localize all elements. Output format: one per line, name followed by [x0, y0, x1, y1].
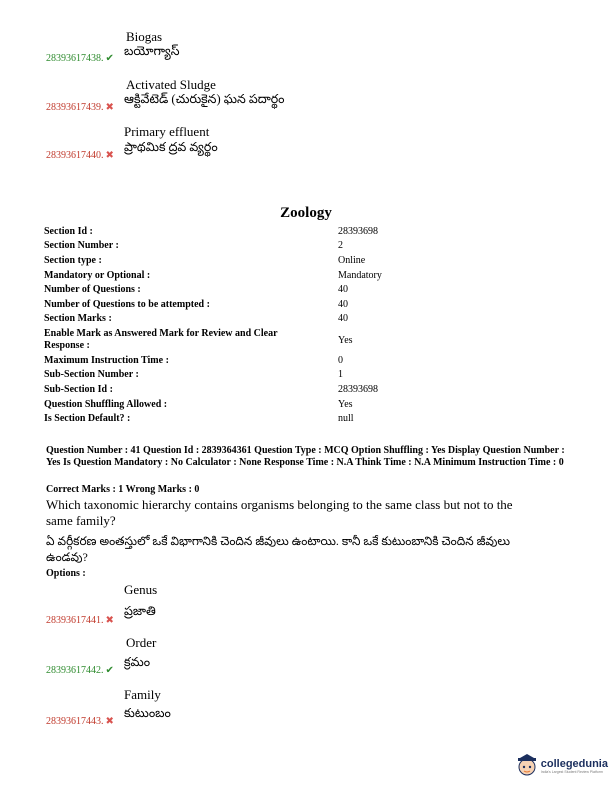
- meta-value: 40: [338, 299, 348, 310]
- option-text-te: బయోగ్యాస్: [124, 44, 180, 58]
- meta-value: null: [338, 413, 354, 424]
- meta-label: Section Marks :: [44, 313, 112, 324]
- option-text-te: ఆక్టివేటెడ్ (చురుకైన) ఘన పదార్థం: [124, 92, 285, 106]
- question-text-te: ఏ వర్గీకరణ అంతస్తులో ఒకే విభాగానికి చెందిన జీవులు ఉంటాయి. కానీ ఒకే కుటుంబానికి చెందిన జీవులు ఉండవు?: [46, 534, 511, 564]
- question-text-en: Which taxonomic hierarchy contains organisms belonging to the same class but not to the same family?: [46, 497, 513, 528]
- meta-value: 1: [338, 369, 343, 380]
- collegedunia-logo: [516, 754, 608, 778]
- meta-value: Mandatory: [338, 270, 382, 281]
- cross-icon: ✖: [105, 716, 114, 727]
- section-title: Zoology: [280, 205, 332, 221]
- meta-value: Online: [338, 255, 366, 266]
- meta-value: 28393698: [338, 384, 378, 395]
- question-header: Question Number : 41 Question Id : 2839364361 Question Type : MCQ Option Shuffling : Yes Display Question Number : Yes Is Question Mandatory : No Calculator : None Response Time : N.A Think Time : N.A Minimum Instruction Time : 0: [46, 445, 565, 468]
- option-text-te: కుటుంబం: [124, 706, 171, 720]
- option-text-te: క్రమం: [124, 655, 151, 669]
- mascot-icon: [516, 754, 538, 778]
- option-row: [46, 711, 114, 729]
- option-row: [46, 660, 114, 678]
- meta-label: Is Section Default? :: [44, 413, 131, 424]
- option-text-en: Activated Sludge: [126, 77, 216, 92]
- option-id: 28393617438.: [46, 53, 104, 64]
- option-text-te: ప్రాథమిక ద్రవ వ్యర్థం: [124, 140, 218, 154]
- meta-value: 0: [338, 355, 343, 366]
- option-text-en: Primary effluent: [124, 124, 210, 139]
- check-icon: ✔: [105, 53, 114, 64]
- option-row: [46, 145, 114, 163]
- meta-value: 28393698: [338, 226, 378, 237]
- meta-label: Enable Mark as Answered Mark for Review and Clear Response :: [44, 328, 278, 351]
- meta-label: Maximum Instruction Time :: [44, 355, 169, 366]
- meta-label: Mandatory or Optional :: [44, 270, 151, 281]
- cross-icon: ✖: [105, 102, 114, 113]
- meta-label: Section Number :: [44, 240, 119, 251]
- meta-label: Number of Questions :: [44, 284, 141, 295]
- option-text-te: ప్రజాతి: [124, 604, 156, 618]
- logo-brand: collegedunia: [540, 758, 608, 770]
- logo-tagline: India's Largest Student Review Platform: [540, 770, 603, 774]
- options-label: Options :: [46, 568, 86, 579]
- meta-label: Question Shuffling Allowed :: [44, 399, 168, 410]
- meta-value: 40: [338, 313, 348, 324]
- meta-value: Yes: [338, 335, 353, 346]
- option-text-en: Biogas: [126, 29, 163, 44]
- check-icon: ✔: [105, 665, 114, 676]
- meta-value: 40: [338, 284, 348, 295]
- meta-label: Sub-Section Id :: [44, 384, 113, 395]
- meta-label: Section type :: [44, 255, 102, 266]
- option-id: 28393617443.: [46, 716, 104, 727]
- cross-icon: ✖: [105, 615, 114, 626]
- option-id: 28393617440.: [46, 150, 104, 161]
- option-row: [46, 48, 114, 66]
- meta-value: Yes: [338, 399, 353, 410]
- meta-label: Number of Questions to be attempted :: [44, 299, 210, 310]
- option-text-en: Genus: [124, 582, 158, 597]
- option-row: [46, 610, 114, 628]
- option-id: 28393617439.: [46, 102, 104, 113]
- option-text-en: Family: [124, 687, 161, 702]
- option-row: [46, 97, 114, 115]
- meta-label: Sub-Section Number :: [44, 369, 139, 380]
- option-id: 28393617442.: [46, 665, 104, 676]
- meta-value: 2: [338, 240, 343, 251]
- meta-label: Section Id :: [44, 226, 93, 237]
- option-id: 28393617441.: [46, 615, 104, 626]
- question-marks: Correct Marks : 1 Wrong Marks : 0: [46, 484, 200, 495]
- option-text-en: Order: [126, 635, 157, 650]
- cross-icon: ✖: [105, 150, 114, 161]
